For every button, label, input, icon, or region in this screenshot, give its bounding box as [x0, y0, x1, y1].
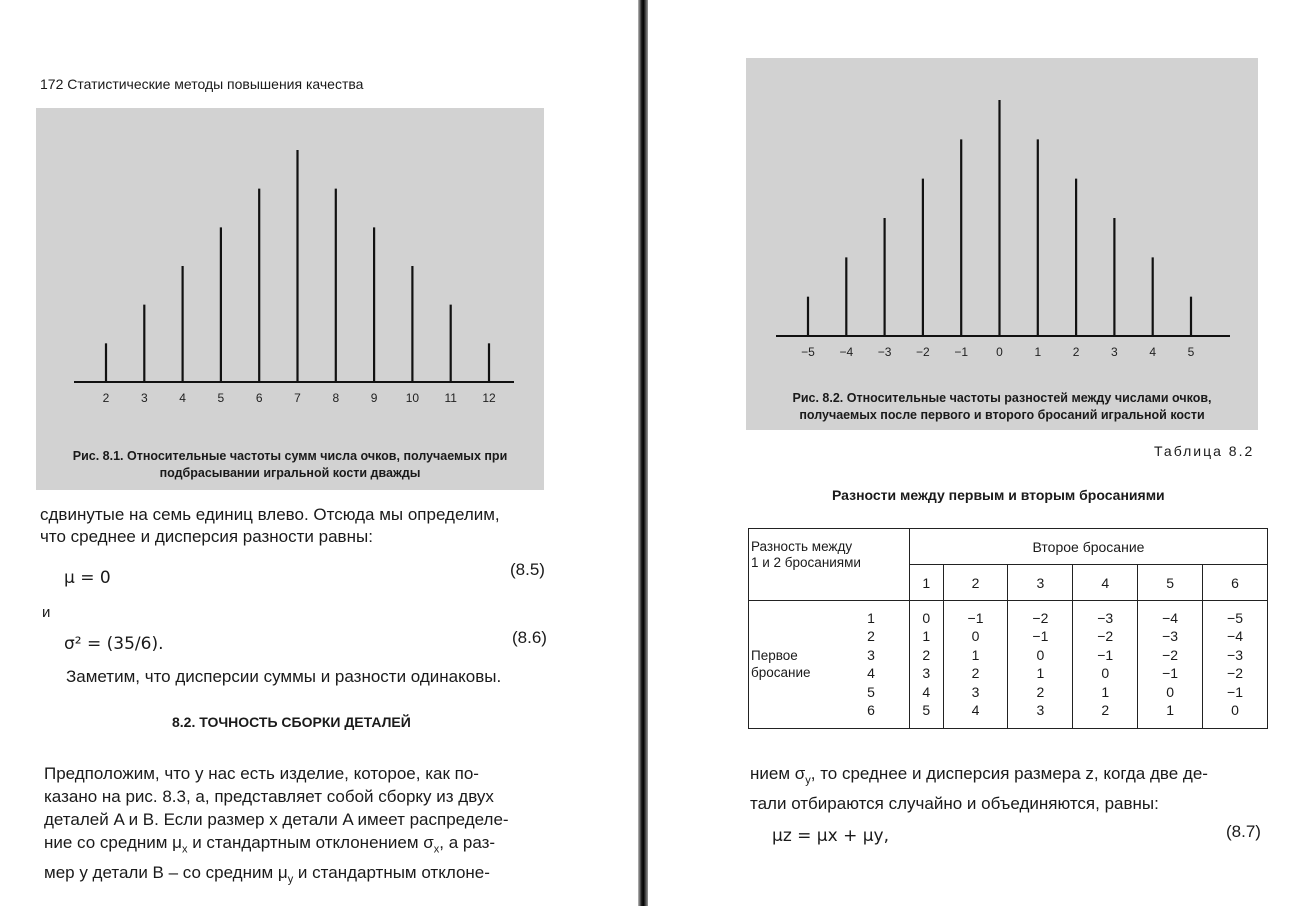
row-label: 4: [867, 665, 875, 682]
figure-8-2-caption: [746, 390, 1258, 424]
figure-8-1: [36, 108, 544, 490]
table-cell: 1: [971, 646, 980, 663]
table-column-cell: [1203, 601, 1268, 729]
table-cell: 2: [922, 646, 931, 663]
table-cell: 4: [971, 702, 980, 719]
x-tick-label: 2: [102, 391, 110, 405]
figure-8-1-caption-line2: подбрасывании игральной кости дважды: [159, 466, 421, 480]
row-label: 5: [867, 683, 875, 700]
body-line-before: Предположим, что у нас есть изделие, которое, как по-: [44, 764, 479, 783]
figure-8-2-caption-line1: Рис. 8.2. Относительные частоты разностей между числами очков,: [792, 391, 1212, 405]
table-cell: 2: [1101, 702, 1110, 719]
x-tick-label: −3: [877, 345, 892, 359]
equation-variance: σ² = (35/6).: [64, 634, 164, 654]
table-cell: −4: [1227, 628, 1243, 645]
x-tick-label: 5: [1187, 345, 1195, 359]
column-header: 6: [1203, 565, 1268, 601]
table-cell: 0: [1101, 665, 1110, 682]
equation-number-8-5: (8.5): [510, 560, 545, 579]
table-cell: −2: [1162, 646, 1179, 663]
table-cell: −1: [1097, 646, 1114, 663]
equation-mean: μ = 0: [64, 568, 111, 588]
table-cell: 0: [1166, 683, 1174, 700]
table-cell: 3: [1036, 702, 1045, 719]
x-tick-label: 3: [140, 391, 148, 405]
body-line-mid: и стандартным отклонением σ: [187, 833, 434, 852]
table-cell: 1: [1101, 683, 1110, 700]
row-labels: [861, 609, 881, 719]
table-cell: −3: [1162, 628, 1179, 645]
body-text: [44, 762, 509, 892]
body-line: [44, 861, 509, 891]
body-line-mid: и стандартным отклоне-: [293, 863, 490, 883]
body-line-before: деталей A и B. Если размер x детали A имеет распределе-: [44, 810, 509, 829]
table-cell: −1: [967, 610, 984, 626]
body-line-before: мер y детали B – со средним μ: [44, 863, 288, 883]
paragraph-1-line2: что среднее и дисперсия разности равны:: [40, 527, 373, 546]
body-line: [44, 831, 509, 861]
right-paragraph: [750, 762, 1208, 816]
row-label: 3: [867, 646, 875, 663]
x-tick-label: 7: [294, 391, 301, 405]
paragraph-2: Заметим, что дисперсии суммы и разности одинаковы.: [66, 667, 502, 686]
body-line-sub2: x: [433, 843, 440, 856]
column-header: 1: [910, 565, 944, 601]
body-line-sub1: y: [287, 873, 294, 886]
table-cell: 0: [1231, 702, 1239, 719]
table-cell: −2: [1227, 665, 1243, 682]
table-cell: −3: [1227, 646, 1243, 663]
right-page: [648, 0, 1304, 906]
table-corner-header: [749, 529, 910, 601]
row-group-line2: бросание: [751, 665, 811, 680]
sum-frequency-chart: [36, 108, 544, 490]
x-tick-label: 2: [1072, 345, 1080, 359]
x-tick-label: 6: [255, 391, 263, 405]
table-cell: 2: [1036, 683, 1045, 700]
body-line-before: ние со средним μ: [44, 833, 182, 852]
row-group-line1: Первое: [751, 648, 798, 663]
right-paragraph-line1-end: , то среднее и дисперсия размера z, когда две де-: [810, 764, 1208, 783]
table-cell: 1: [922, 628, 931, 645]
table-body-row: [749, 601, 1268, 729]
section-title: 8.2. ТОЧНОСТЬ СБОРКИ ДЕТАЛЕЙ: [172, 714, 411, 730]
right-paragraph-line1: [750, 762, 1208, 792]
right-paragraph-line2: тали отбираются случайно и объединяются, равны:: [750, 794, 1159, 814]
table-column-cell: [1073, 601, 1138, 729]
x-tick-label: 10: [405, 391, 420, 405]
column-header: 5: [1138, 565, 1203, 601]
table-cell: −1: [1162, 665, 1179, 682]
figure-8-1-caption-line1: Рис. 8.1. Относительные частоты сумм числа очков, получаемых при: [72, 449, 508, 463]
column-header: 3: [1008, 565, 1073, 601]
conjunction: и: [42, 604, 51, 621]
table-column-cell: [1138, 601, 1203, 729]
row-label: 6: [867, 702, 875, 719]
table-cell: −2: [1097, 628, 1114, 645]
differences-table: [748, 528, 1268, 729]
left-page: [0, 0, 640, 906]
right-paragraph-line1-start: нием σ: [750, 764, 806, 783]
x-tick-label: −1: [954, 345, 969, 359]
x-tick-label: 0: [996, 345, 1003, 359]
body-line-sub1: x: [181, 843, 188, 856]
x-tick-label: 9: [370, 391, 378, 405]
right-paragraph-line1-sub: y: [805, 774, 811, 787]
x-tick-label: 12: [482, 391, 496, 405]
body-line-after: , а раз-: [439, 833, 496, 852]
table-cell: 1: [1166, 702, 1174, 719]
table-cell: −1: [1227, 683, 1243, 700]
equation-number-8-6: (8.6): [512, 628, 547, 647]
x-tick-label: −5: [801, 345, 815, 359]
table-column-cell: [1008, 601, 1073, 729]
table-cell: 1: [1036, 665, 1045, 682]
table-number: Таблица 8.2: [1154, 443, 1255, 459]
paragraph-1: [40, 504, 500, 548]
row-header-cell: [749, 601, 910, 729]
x-tick-label: 11: [444, 391, 457, 405]
x-tick-label: 5: [217, 391, 225, 405]
row-group-label: [751, 647, 811, 681]
column-header: 2: [943, 565, 1008, 601]
table-column-cell: [943, 601, 1008, 729]
row-label: 1: [867, 610, 875, 626]
difference-frequency-chart: [746, 58, 1258, 430]
table-cell: 0: [922, 610, 931, 626]
column-group-header: Второе бросание: [910, 529, 1268, 565]
x-tick-label: −4: [839, 345, 854, 359]
table-cell: 5: [922, 702, 931, 719]
equation-sum-mean: μz = μx + μy,: [772, 826, 889, 846]
table-title: Разности между первым и вторым бросаниями: [832, 487, 1165, 503]
page-header: 172 Статистические методы повышения качества: [40, 76, 364, 92]
table-cell: 3: [971, 683, 980, 700]
row-label: 2: [867, 628, 875, 645]
corner-line1: Разность между: [751, 539, 853, 554]
figure-8-2: [746, 58, 1258, 430]
corner-line2: 1 и 2 бросаниями: [751, 555, 861, 570]
x-tick-label: 4: [1149, 345, 1157, 359]
x-tick-label: −2: [916, 345, 930, 359]
body-line: [44, 808, 509, 831]
body-line-before: казано на рис. 8.3, а, представляет собой сборку из двух: [44, 787, 494, 806]
paragraph-1-line1: сдвинутые на семь единиц влево. Отсюда мы определим,: [40, 505, 500, 524]
table-cell: −1: [1032, 628, 1049, 645]
book-gutter: [638, 0, 648, 906]
table-cell: −5: [1227, 610, 1243, 626]
equation-number-8-7: (8.7): [1226, 822, 1261, 841]
table-cell: 2: [971, 665, 980, 682]
table-cell: 4: [922, 683, 931, 700]
table-cell: −2: [1032, 610, 1049, 626]
x-tick-label: 8: [332, 391, 340, 405]
body-line: [44, 785, 509, 808]
column-header: 4: [1073, 565, 1138, 601]
x-tick-label: 1: [1034, 345, 1042, 359]
table-cell: 3: [922, 665, 931, 682]
table-cell: 0: [1036, 646, 1045, 663]
table-cell: −4: [1162, 610, 1179, 626]
figure-8-1-caption: [36, 448, 544, 482]
x-tick-label: 3: [1111, 345, 1118, 359]
table-column-cell: [910, 601, 944, 729]
body-line: [44, 762, 509, 785]
figure-8-2-caption-line2: получаемых после первого и второго бросаний игральной кости: [799, 408, 1205, 422]
table-cell: −3: [1097, 610, 1114, 626]
table-cell: 0: [971, 628, 980, 645]
x-tick-label: 4: [179, 391, 186, 405]
